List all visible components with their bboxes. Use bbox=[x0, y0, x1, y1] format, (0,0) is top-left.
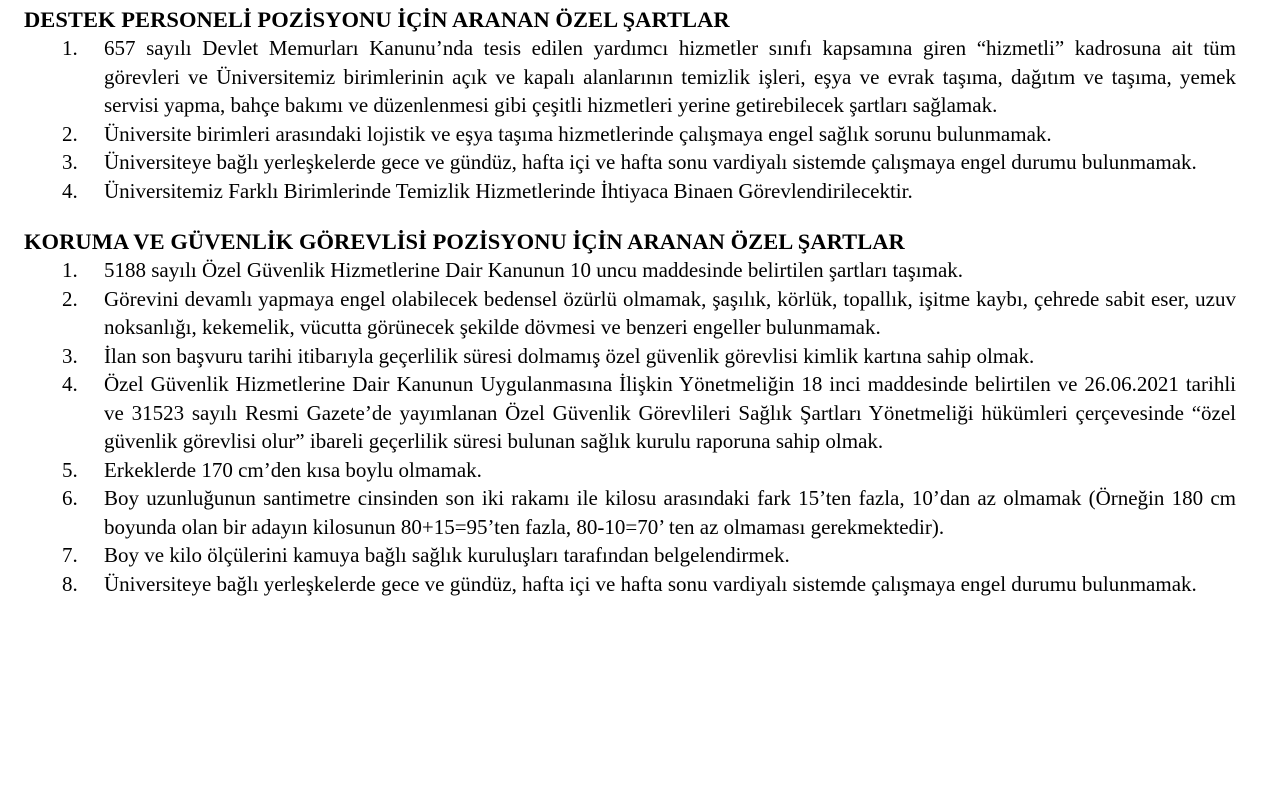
list-item bbox=[24, 484, 1236, 541]
list-item bbox=[24, 256, 1236, 285]
item-number: 1. bbox=[62, 36, 78, 60]
section-destek-personeli bbox=[24, 6, 1236, 205]
item-text: Üniversitemiz Farklı Birimlerinde Temizlik Hizmetlerinde İhtiyaca Binaen Görevlendirilecektir. bbox=[104, 178, 913, 203]
section-koruma-guvenlik bbox=[24, 228, 1236, 598]
list-item bbox=[24, 370, 1236, 456]
item-number: 1. bbox=[62, 258, 78, 282]
item-text: Boy uzunluğunun santimetre cinsinden son iki rakamı ile kilosu arasındaki fark 15’ten fazla, 10’dan az olmamak (Örneğin 180 cm boyunda olan bir adayın kilosunun 80+15=95’ten fazla, 80-10=70’ ten az olmaması gerekmektedir). bbox=[104, 486, 1236, 539]
item-number: 8. bbox=[62, 571, 78, 596]
item-text: Üniversite birimleri arasındaki lojistik ve eşya taşıma hizmetlerinde çalışmaya engel sağlık sorunu bulunmamak. bbox=[104, 121, 1052, 146]
item-text: 657 sayılı Devlet Memurları Kanunu’nda tesis edilen yardımcı hizmetler sınıfı kapsamına giren “hizmetli” kadrosuna ait tüm görevleri ve Üniversitemiz birimlerinin açık ve kapalı alanlarının temizlik işleri, eşya ve evrak taşıma, dağıtım ve taşıma, yemek servisi yapma, bahçe bakımı ve düzenlenmesi gibi çeşitli hizmetleri yerine getirebilecek şartları sağlamak. bbox=[104, 36, 1236, 117]
section-title: KORUMA VE GÜVENLİK GÖREVLİSİ POZİSYONU İÇİN ARANAN ÖZEL ŞARTLAR bbox=[24, 229, 905, 254]
list-item bbox=[24, 120, 1236, 149]
section-title: DESTEK PERSONELİ POZİSYONU İÇİN ARANAN ÖZEL ŞARTLAR bbox=[24, 7, 730, 32]
item-number: 4. bbox=[62, 178, 78, 203]
list-item bbox=[24, 148, 1236, 177]
list-item bbox=[24, 34, 1236, 120]
requirements-list bbox=[24, 256, 1236, 598]
item-number: 2. bbox=[62, 286, 78, 311]
item-number: 3. bbox=[62, 343, 78, 368]
list-item bbox=[24, 570, 1236, 599]
item-text: Üniversiteye bağlı yerleşkelerde gece ve gündüz, hafta içi ve hafta sonu vardiyalı sistemde çalışmaya engel durumu bulunmamak. bbox=[104, 571, 1197, 596]
item-text: Erkeklerde 170 cm’den kısa boylu olmamak. bbox=[104, 457, 482, 482]
item-text: Görevini devamlı yapmaya engel olabilecek bedensel özürlü olmamak, şaşılık, körlük, topallık, işitme kaybı, çehrede sabit eser, uzuv noksanlığı, kekemelik, vücutta görünecek şekilde dövmesi ve benzeri engeller bulunmamak. bbox=[104, 286, 1236, 339]
item-text: İlan son başvuru tarihi itibarıyla geçerlilik süresi dolmamış özel güvenlik görevlisi kimlik kartına sahip olmak. bbox=[104, 343, 1035, 368]
list-item bbox=[24, 177, 1236, 206]
item-number: 7. bbox=[62, 543, 78, 567]
item-number: 6. bbox=[62, 486, 78, 510]
item-text: 5188 sayılı Özel Güvenlik Hizmetlerine Dair Kanunun 10 uncu maddesinde belirtilen şartları taşımak. bbox=[104, 258, 964, 282]
item-number: 3. bbox=[62, 150, 78, 174]
list-item bbox=[24, 541, 1236, 570]
list-item bbox=[24, 342, 1236, 371]
item-number: 4. bbox=[62, 372, 78, 396]
item-number: 5. bbox=[62, 457, 78, 482]
list-item bbox=[24, 456, 1236, 485]
item-number: 2. bbox=[62, 121, 78, 146]
item-text: Özel Güvenlik Hizmetlerine Dair Kanunun Uygulanmasına İlişkin Yönetmeliğin 18 inci maddesinde belirtilen ve 26.06.2021 tarihli ve 31523 sayılı Resmi Gazete’de yayımlanan Özel Güvenlik Görevlileri Sağlık Şartları Yönetmeliği hükümleri çerçevesinde “özel güvenlik görevlisi olur” ibareli geçerlilik süresi bulunan sağlık kurulu raporuna sahip olmak. bbox=[104, 372, 1236, 453]
list-item bbox=[24, 285, 1236, 342]
requirements-list bbox=[24, 34, 1236, 205]
item-text: Üniversiteye bağlı yerleşkelerde gece ve gündüz, hafta içi ve hafta sonu vardiyalı sistemde çalışmaya engel durumu bulunmamak. bbox=[104, 150, 1197, 174]
item-text: Boy ve kilo ölçülerini kamuya bağlı sağlık kuruluşları tarafından belgelendirmek. bbox=[104, 543, 790, 567]
